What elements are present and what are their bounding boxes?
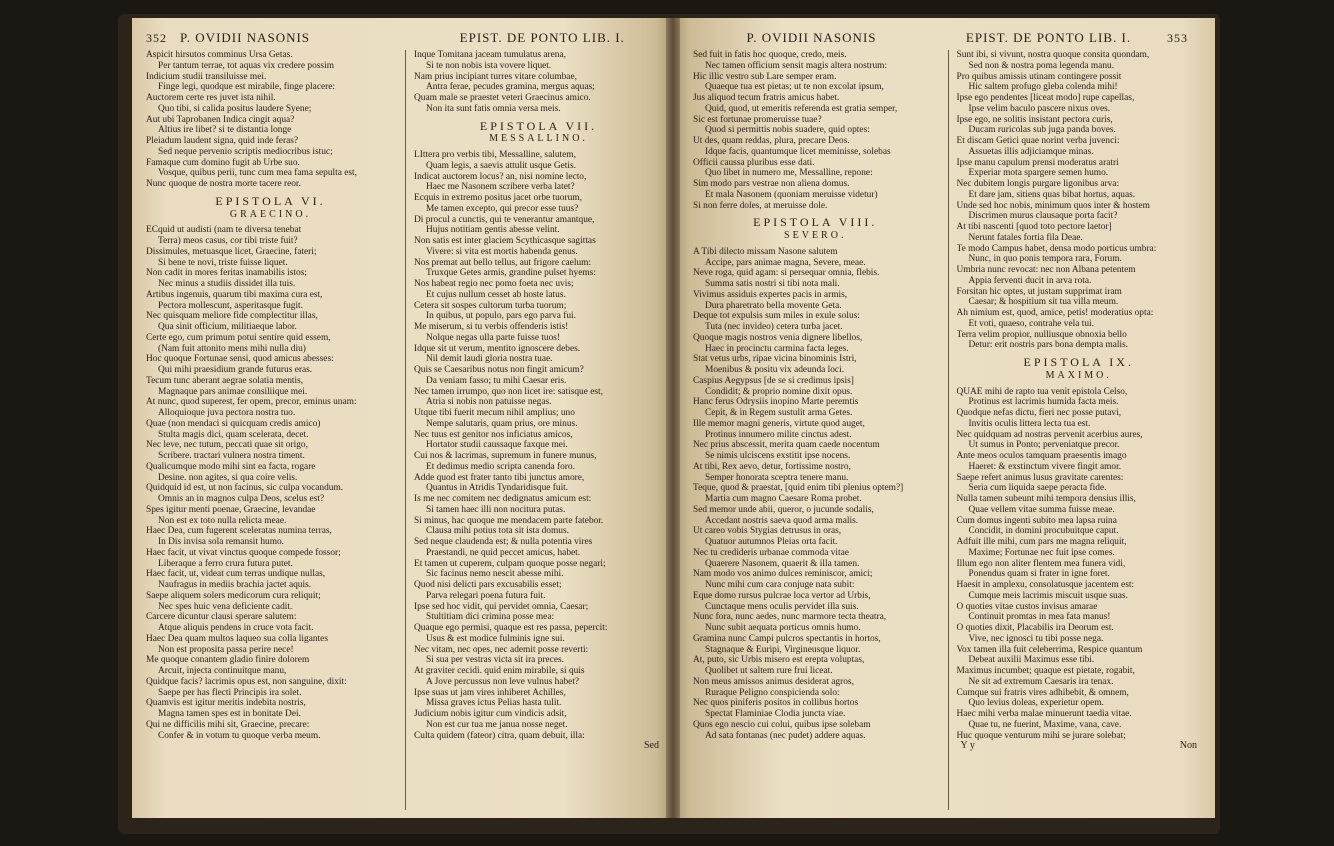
- right-catchword: Non: [1179, 740, 1197, 752]
- left-column-2: [405, 50, 663, 810]
- right-page: [673, 18, 1215, 818]
- verse-line: Si sua per vestras victa sit ira preces.: [426, 655, 564, 666]
- verse-line: Si te non nobis ista vovere liquet.: [426, 60, 552, 71]
- verse-line: Quatuor autumnos Pleias orta facit.: [705, 537, 838, 547]
- verse-line: Neve roga, quid agam: si persequar omnia, flebis.: [693, 268, 880, 279]
- right-col1-lines: [693, 50, 938, 211]
- verse-line: Quamvis est igitur meritis indebita nostris,: [146, 698, 306, 709]
- verse-line: Non satis est inter glaciem Scythicasque sagittas: [414, 236, 596, 246]
- verse-line: Caesar; & hospitium sit tua villa meum.: [968, 297, 1119, 308]
- verse-line: Sed neque pervenio scriptis mediocribus istuc;: [158, 146, 333, 157]
- verse-line: Qua sinit officium, militiaeque labor.: [158, 322, 297, 332]
- verse-line: Et tamen ut cuperem, culpam quoque posse negari;: [414, 558, 606, 569]
- verse-line: Praestandi, ne quid peccet amicus, habet.: [426, 547, 581, 558]
- verse-line: Experiar mota spargere semen humo.: [968, 168, 1109, 179]
- verse-line: Spectat Flaminiae Clodia juncta viae.: [705, 709, 846, 719]
- verse-line: Da veniam fasso; tu mihi Caesar eris.: [426, 375, 567, 386]
- right-page-number: 353: [1167, 31, 1188, 45]
- verse-line: Vivere: si vita est mortis habenda genus.: [426, 246, 578, 257]
- right-column-2: [948, 50, 1202, 810]
- verse-line: (Nam fuit attonito mens mihi nulla diu): [158, 343, 306, 354]
- verse-line: Nec quisquam meliore fide complectitur illas,: [146, 311, 318, 322]
- left-col2-lines: [414, 50, 663, 115]
- verse-line: Et dedimus medio scripta canenda foro.: [426, 461, 575, 472]
- verse-line: Aut ubi Taprobanen Indica cingit aqua?: [146, 114, 295, 125]
- verse-line: Sed non & nostra poma legenda manu.: [968, 60, 1115, 71]
- verse-line: Non est cur tua me janua nosse neget.: [426, 719, 568, 730]
- left-running-head: [146, 30, 663, 50]
- verse-line: Teque, quod & praestat, [quid enim tibi plenius optem?]: [693, 483, 904, 494]
- right-col2b-lines: [957, 387, 1202, 742]
- book-gutter: [666, 18, 680, 818]
- verse-line: Indicium studii transiluisse mei.: [146, 71, 267, 82]
- verse-line: Sed neque claudenda est; & nulla potentia vires: [414, 537, 593, 547]
- verse-line: Dissimules, metuasque licet, Graecine, fateri;: [146, 246, 317, 257]
- verse-line: Non est ex toto nulla relicta meae.: [158, 515, 287, 526]
- verse-line: Adfuit ille mihi, cum pars me magna reliquit,: [956, 537, 1127, 547]
- verse-line: QUAE mihi de rapto tua venit epistola Celso,: [956, 386, 1128, 397]
- verse-line: Is me nec comitem nec dedignatus amicum est:: [414, 494, 592, 504]
- verse-line: Atria si nobis non patuisse negas.: [426, 397, 552, 408]
- verse-line: Haeret: & exstinctum vivere fingit amor.: [968, 461, 1122, 472]
- verse-line: Nec spes huic vena deficiente cadit.: [158, 601, 293, 612]
- verse-line: Ad sata fontanas (nec pudet) addere aquas.: [705, 730, 866, 741]
- verse-line: Auctorem certe res juvet ista nihil.: [146, 93, 276, 103]
- verse-line: Te modo Campus habet, densa modo porticus umbra:: [956, 243, 1157, 254]
- verse-line: Ipse ego pendentes [liceat modo] rupe capellas,: [956, 93, 1135, 103]
- right-footer: [957, 741, 1202, 752]
- verse-line: Quantus in Atridis Tyndaridisque fuit.: [426, 483, 569, 494]
- verse-line: Idque facis, quantumque licet meminisse, solebas: [705, 146, 891, 157]
- verse-line: Et mala Nasonem (quoniam meruisse videtur): [705, 189, 878, 200]
- verse-line: A Jove percussus non leve vulnus habet?: [426, 676, 580, 687]
- verse-line: Nunc subit aequata porticus omnis humo.: [705, 623, 861, 633]
- verse-line: Seria cum liquida saepe peracta fide.: [968, 483, 1107, 494]
- verse-line: Naufragus in mediis brachia jactet aquis.: [158, 580, 312, 590]
- verse-line: At nunc, quod superest, fer opem, precor, eminus unam:: [146, 397, 357, 408]
- verse-line: Ipse sed hoc vidit, qui pervidet omnia, Caesar;: [414, 601, 589, 612]
- verse-line: Si tamen haec illi non nocitura putas.: [426, 504, 566, 515]
- verse-line: Nempe salutaris, quam prius, ore minus.: [426, 418, 578, 429]
- verse-line: Inque Tomitana jaceam tumulatus arena,: [414, 50, 566, 60]
- verse-line: Ipse velim baculo pascere nixus oves.: [968, 103, 1111, 114]
- verse-line: Hujus notitiam gentis abesse velint.: [426, 225, 560, 236]
- verse-line: In quibus, ut populo, pars ego parva fui.: [426, 311, 576, 322]
- epistola-viii-title: EPISTOLA VIII.: [753, 215, 878, 230]
- verse-line: Per tantum terrae, tot aquas vix credere possim: [158, 60, 334, 71]
- epistola-ix-addressee: MAXIMO.: [1045, 369, 1112, 381]
- verse-line: Omnis an in magnos culpa Deos, scelus est?: [158, 494, 325, 504]
- verse-line: Truxque Getes armis, grandine pulset hyems:: [426, 268, 596, 279]
- verse-line: Antra ferae, pecudes gramina, mergus aquas;: [426, 82, 595, 93]
- verse-line: Nunc, in quo ponis tempora rara, Forum.: [968, 254, 1122, 265]
- verse-line: Magna tamen spes est in bonitate Dei.: [158, 709, 301, 719]
- verse-line: Quos ego nescio cui colui, quibus ipse solebam: [693, 719, 871, 730]
- verse-line: Cumque meis lacrimis miscuit usque suas.: [968, 590, 1128, 601]
- verse-line: Me quoque conantem gladio finire dolorem: [146, 655, 310, 666]
- verse-line: Quae tu, ne fuerint, Maxime, vana, cave.: [968, 719, 1122, 730]
- epistola-vii-title: EPISTOLA VII.: [479, 118, 598, 133]
- verse-line: Accedant nostris saeva quod arma malis.: [705, 515, 859, 526]
- verse-line: Quaque ego permisi, quaque est res passa, pepercit:: [414, 623, 608, 633]
- verse-line: Haesit in amplexu, consolatusque jacentem est:: [956, 580, 1135, 590]
- verse-line: Nunc quoque de nostra morte tacere reor.: [146, 179, 301, 189]
- verse-line: A Tibi dilecto missam Nasone salutem: [693, 246, 838, 257]
- verse-line: Caspius Aegypsus [de se si credimus ipsis]: [693, 375, 854, 386]
- verse-line: Quam legis, a saevis attulit usque Getis.: [426, 160, 576, 171]
- verse-line: Et dare jam, sitiens quas bibat hortus, aquas.: [968, 189, 1136, 200]
- verse-line: Non cadit in mores feritas inamabilis istos;: [146, 268, 307, 279]
- verse-line: Nil demit laudi gloria nostra tuae.: [426, 354, 553, 365]
- epistola-vii-addressee: MESSALLINO.: [489, 133, 588, 145]
- verse-line: Cui nos & lacrimas, supremum in funere munus,: [414, 451, 597, 461]
- verse-line: ECquid ut audisti (nam te diversa tenebat: [146, 225, 302, 236]
- verse-line: Saepe per has flecti Principis ira solet.: [158, 687, 302, 698]
- verse-line: Nec dubitem longis purgare ligonibus arva:: [956, 179, 1120, 189]
- verse-line: Ne sit ad extremum Caesaris ira tenax.: [968, 676, 1114, 687]
- verse-line: Haec facit, ut, videat cum terras undique nullas,: [146, 569, 326, 580]
- verse-line: Huc quoque venturum mihi se jurare solebat;: [956, 730, 1126, 741]
- verse-line: Nunc fora, nunc aedes, nunc marmore tecta theatra,: [693, 612, 887, 623]
- verse-line: Arcuit, injecta continuitque manu,: [158, 666, 287, 676]
- verse-line: Terra) meos casus, cor tibi triste fuit?: [158, 236, 298, 246]
- epistola-ix-title: EPISTOLA IX.: [1023, 355, 1134, 369]
- verse-line: Illum ego non aliter flentem mea funera vidi,: [956, 558, 1126, 569]
- verse-line: Magnaque pars animae consiliique mei.: [158, 386, 308, 397]
- verse-line: Judicium nobis igitur cum vindicis adsit,: [414, 709, 567, 719]
- epistola-vi-addressee: GRAECINO.: [229, 208, 312, 220]
- verse-line: Maximus incumbet; quaque est pietate, rogabit,: [956, 666, 1135, 676]
- verse-line: Haec Dea quam multos laqueo sua colla ligantes: [146, 633, 328, 644]
- verse-line: Stulta magis dici, quam scelerata, decet.: [158, 429, 309, 440]
- verse-line: Se nimis ulciscens exstitit ipse nocens.: [705, 451, 851, 461]
- verse-line: Me tamen excepto, qui precor esse tuus?: [426, 203, 579, 214]
- verse-line: Idque sit ut verum, mentito ignoscere debes.: [414, 343, 581, 354]
- verse-line: Quaerere Nasonem, quaerit & illa tamen.: [705, 558, 860, 569]
- verse-line: Summa satis nostri si tibi nota mali.: [705, 279, 840, 289]
- left-page: [132, 18, 673, 818]
- verse-line: Concidit, in domini procubuitque caput.: [968, 526, 1119, 537]
- verse-line: Et cujus nullum cesset ab hoste latus.: [426, 289, 566, 300]
- verse-line: Sed fuit in fatis hoc quoque, credo, meis.: [693, 50, 847, 60]
- verse-line: Dura pharetrato bella movente Geta.: [705, 300, 842, 311]
- verse-line: Ut careo vobis Stygias detrusus in oras,: [693, 526, 842, 537]
- verse-line: In Dis invisa sola remansit humo.: [158, 537, 285, 547]
- verse-line: Sim modo pars vestrae non aliena domus.: [693, 179, 850, 189]
- verse-line: Officii caussa pluribus esse dati.: [693, 157, 815, 168]
- verse-line: Forsitan hic optes, ut justam supprimat iram: [956, 286, 1122, 297]
- verse-line: Quid, quod, ut emeritis referenda est gratia semper,: [705, 103, 898, 114]
- verse-line: Scribere. tractari vulnera nostra timent.: [158, 451, 305, 461]
- verse-line: Nec tamen officium sensit magis altera nostrum:: [705, 60, 888, 71]
- verse-line: Alloquioque juva pectora nostra tuo.: [158, 408, 296, 418]
- verse-line: Utque tibi fuerit mecum nihil amplius; uno: [414, 408, 575, 418]
- right-col1b-lines: [693, 247, 938, 742]
- verse-line: Certe ego, cum primum potui sentire quid essem,: [146, 332, 331, 343]
- verse-line: Ipse manu capulum prensi moderatus aratri: [956, 157, 1119, 168]
- verse-line: Finge legi, quodque est mirabile, finge placere:: [158, 82, 336, 93]
- verse-line: Vivimus assiduis expertes pacis in armis,: [693, 289, 848, 300]
- left-col2b-lines: [414, 150, 663, 741]
- left-footer: [414, 741, 663, 752]
- verse-line: Qui ne difficilis mihi sit, Graecine, precare:: [146, 719, 310, 730]
- left-page-number: 352: [146, 31, 167, 45]
- verse-line: Si minus, hac quoque me mendacem parte fatebor.: [414, 515, 604, 526]
- verse-line: Famaque cum domino fugit ab Urbe suo.: [146, 157, 300, 168]
- verse-line: Cepit, & in Regem sustulit arma Getes.: [705, 408, 853, 418]
- verse-line: Stagnaque & Euripi, Virgineusque liquor.: [705, 644, 861, 655]
- verse-line: Indicat auctorem locus? an, nisi nomine lecto,: [414, 171, 587, 182]
- verse-line: Sunt ibi, si vivunt, nostra quoque consita quondam,: [956, 50, 1150, 60]
- verse-line: Non meus amissos animus desiderat agros,: [693, 676, 854, 687]
- verse-line: Haec me Nasonem scribere verba latet?: [426, 182, 575, 193]
- verse-line: Unde sed hoc nobis, minimum quos inter & hostem: [956, 200, 1150, 211]
- verse-line: Martia cum magno Caesare Roma probet.: [705, 494, 862, 504]
- verse-line: Saepe aliquem solers medicorum cura reliquit;: [146, 590, 321, 601]
- verse-line: Ante meos oculos tamquam praesentis imago: [956, 451, 1127, 461]
- verse-line: Si non ferre doles, at meruisse dole.: [693, 200, 828, 211]
- verse-line: Nec tu credideris urbanae commoda vitae: [693, 547, 849, 558]
- verse-line: Ah nimium est, quod, amice, petis! moderatius opta:: [956, 308, 1154, 318]
- verse-line: Quis se Caesaribus notus non fingit amicum?: [414, 365, 584, 375]
- verse-line: Nam prius incipiant turres vitare columbae,: [414, 71, 577, 82]
- verse-line: Nec quidquam ad nostras pervenit acerbius aures,: [956, 429, 1143, 440]
- verse-line: Tecum tunc aberant aegrae solatia mentis,: [146, 375, 304, 386]
- verse-line: Spes igitur menti poenae, Graecine, levandae: [146, 504, 316, 515]
- verse-line: Gramina nunc Campi pulcros spectantis in hortos,: [693, 633, 881, 644]
- verse-line: Pro quibus amissis utinam contingere possit: [956, 71, 1122, 82]
- verse-line: Confer & in votum tu quoque verba meum.: [158, 730, 321, 741]
- verse-line: Missa graves ictus Pelias hasta tulit.: [426, 698, 562, 709]
- verse-line: Sic est fortunae promeruisse tuae?: [693, 114, 822, 125]
- right-header-author: P. OVIDII NASONIS: [746, 30, 877, 45]
- verse-line: Quidquid id est, ut non facinus, sic culpa vocandum.: [146, 483, 344, 494]
- verse-line: Ipse ego, ne solitis insistant pectora curis,: [956, 114, 1113, 125]
- verse-line: At, puto, sic Urbis misero est erepta voluptas,: [693, 655, 865, 666]
- verse-line: Carcere dicuntur clausi sperare salutem:: [146, 612, 297, 623]
- left-header-work: EPIST. DE PONTO LIB. I.: [459, 30, 625, 45]
- verse-line: O quoties vitae custos invisus amarae: [956, 601, 1098, 612]
- verse-line: Desine. non agites, si qua coire velis.: [158, 472, 298, 483]
- verse-line: Artibus ingenuis, quarum tibi maxima cura est,: [146, 289, 323, 300]
- verse-line: Nec tuus est genitor nos inficiatus amicos,: [414, 429, 573, 440]
- verse-line: Quolibet ut saltem rure frui liceat.: [705, 666, 833, 676]
- verse-line: At tibi nascenti [quod toto pectore laetor]: [956, 222, 1112, 232]
- verse-line: Vosque, quibus perii, tunc cum mea fama sepulta est,: [158, 168, 357, 179]
- verse-line: Clausa mihi potius tota sit ista domus.: [426, 526, 569, 537]
- verse-line: At graviter cecidi. quid enim mirabile, si quis: [414, 666, 585, 676]
- right-col2-lines: [957, 50, 1202, 351]
- left-col1b-lines: [146, 225, 395, 741]
- verse-line: Nunc mihi cum cara conjuge nata subit:: [705, 580, 855, 590]
- verse-line: Protinus est lacrimis humida facta meis.: [968, 397, 1119, 408]
- verse-line: Appia ferventi ducit in arva rota.: [968, 275, 1092, 286]
- verse-line: Ut sumus in Ponto; perveniatque precor.: [968, 440, 1120, 451]
- verse-line: Condidit; & proprio nomine dixit opus.: [705, 386, 853, 397]
- right-running-head: [693, 30, 1201, 50]
- verse-line: Hoc quoque Fortunae sensi, quod amicus abesses:: [146, 354, 334, 365]
- verse-line: Accipe, pars animae magna, Severe, meae.: [705, 257, 866, 268]
- verse-line: Quod si permittis nobis suadere, quid optes:: [705, 125, 870, 136]
- verse-line: Nolque negas ulla parte fuisse tuos!: [426, 332, 561, 343]
- verse-line: Altius ire libet? si te distantia longe: [158, 125, 292, 136]
- verse-line: Saepe refert animus lusus gravitate carentes:: [956, 472, 1124, 483]
- epistola-viii-addressee: SEVERO.: [784, 230, 847, 241]
- verse-line: Nec tamen irrumpo, quo non licet ire: satisque est,: [414, 386, 604, 397]
- verse-line: Vox tamen illa fuit celeberrima, Respice quantum: [956, 644, 1143, 655]
- verse-line: Atque aliquis pendens in cruce vota facit.: [158, 623, 314, 633]
- verse-line: Quo tibi, si calida positus laudere Syene;: [158, 103, 312, 114]
- verse-line: Moenibus & positu vix adeunda loci.: [705, 365, 845, 375]
- verse-line: Quae vellem vitae summa fuisse meae.: [968, 504, 1115, 515]
- verse-line: Parva relegari poena futura fuit.: [426, 590, 546, 601]
- verse-line: Maxime; Fortunae nec fuit ipse comes.: [968, 547, 1115, 558]
- verse-line: Debeat auxilii Maximus esse tibi.: [968, 655, 1095, 666]
- verse-line: Qualicumque modo mihi sint ea facta, rogare: [146, 461, 316, 472]
- verse-line: Protinus innumero milite cinctus adest.: [705, 429, 852, 440]
- verse-line: Stat vetus urbs, ripae vicina binominis Istri,: [693, 354, 857, 365]
- left-column-1: [146, 50, 395, 810]
- signature-mark: Y y: [960, 740, 975, 752]
- verse-line: Sed memor unde abii, queror, o jucunde sodalis,: [693, 504, 874, 515]
- verse-line: Nulla tamen subeunt mihi tempora densius illis,: [956, 494, 1136, 504]
- verse-line: Usus & est modice fulminis igne sui.: [426, 633, 565, 644]
- verse-line: Tuta (nec invideo) cetera turba jacet.: [705, 322, 843, 332]
- verse-line: Hortator studii caussaque faxque mei.: [426, 440, 568, 451]
- verse-line: Nos premat aut bello tellus, aut frigore caelum:: [414, 257, 592, 268]
- verse-line: Nec quos piniferis positos in collibus hortos: [693, 698, 859, 709]
- verse-line: Hic illic vestro sub Lare semper eram.: [693, 71, 837, 82]
- verse-line: Ducam ruricolas sub juga panda boves.: [968, 125, 1116, 136]
- verse-line: Liberaque a ferro crura futura putet.: [158, 558, 293, 569]
- right-header-work: EPIST. DE PONTO LIB. I.: [965, 30, 1132, 45]
- verse-line: Umbria nunc revocat: nec non Albana petentem: [956, 265, 1136, 275]
- verse-line: Culta quidem (fateor) citra, quam debuit, illa:: [414, 730, 585, 741]
- verse-line: Non ita sunt fatis omnia versa meis.: [426, 103, 561, 114]
- verse-line: Haec in procinctu carmina facta leges.: [705, 343, 849, 354]
- verse-line: Ponendus quam si frater in igne foret.: [968, 569, 1110, 580]
- left-header-author: P. OVIDII NASONIS: [180, 30, 311, 45]
- verse-line: Eque domo rursus pulcrae loca vertor ad Urbis,: [693, 590, 871, 601]
- verse-line: Quaeque tua est pietas; ut te non excolat ipsum,: [705, 82, 884, 93]
- verse-line: Et discam Getici quae norint verba juvenci:: [956, 136, 1120, 146]
- verse-line: Semper honorata sceptra tenere manu.: [705, 472, 849, 483]
- verse-line: Haec Dea, cum fugerent sceleratas numina terras,: [146, 526, 332, 537]
- verse-line: Si bene te novi, triste fuisse liquet.: [158, 257, 288, 268]
- verse-line: Sic facinus nemo nescit abesse mihi.: [426, 569, 564, 580]
- verse-line: Di procul a cunctis, qui te venerantur amantque,: [414, 214, 595, 225]
- verse-line: Haec mihi verba malae minuerunt taedia vitae.: [956, 709, 1132, 719]
- verse-line: Continuit promtas in mea fata manus!: [968, 612, 1111, 623]
- verse-line: Pleiadum laudent signa, quid inde feras?: [146, 136, 299, 146]
- verse-line: Quam male se praestet veteri Graecinus amico.: [414, 93, 591, 103]
- verse-line: Nec prius abscessit, merita quam caede nocentum: [693, 440, 880, 451]
- verse-line: Hic saltem profugo gleba colenda mihi!: [968, 82, 1118, 93]
- verse-line: Vive, nec ignosci tu tibi posse nega.: [968, 633, 1104, 644]
- verse-line: Assuetas illis adjiciamque minas.: [968, 146, 1094, 157]
- verse-line: At tibi, Rex aevo, detur, fortissime nostro,: [693, 461, 851, 472]
- right-column-1: [693, 50, 938, 810]
- verse-line: Aspicit hirsutos comminus Ursa Getas.: [146, 50, 293, 60]
- verse-line: Quae (non mendaci si quicquam credis amico): [146, 418, 321, 429]
- verse-line: Quod nisi delicti pars excusabilis esset;: [414, 580, 562, 590]
- verse-line: Me miserum, si tu verbis offenderis istis!: [414, 322, 569, 332]
- verse-line: Ut des, quam reddas, plura, precare Deos.: [693, 136, 850, 146]
- verse-line: Stultitiam dici crimina posse mea:: [426, 612, 555, 623]
- verse-line: O quoties dixit, Placabilis ira Deorum est.: [956, 623, 1114, 633]
- verse-line: Quoque magis nostros venia dignere libellos,: [693, 332, 863, 343]
- verse-line: Discrimen murus clausaque porta facit?: [968, 211, 1118, 222]
- verse-line: Non est proposita passa perire nece!: [158, 644, 294, 655]
- verse-line: Quo levius doleas, experietur opem.: [968, 698, 1104, 709]
- verse-line: Detur: erit nostris pars bona dempta malis.: [968, 340, 1129, 351]
- verse-line: Qui mihi praesidium grande futurus eras.: [158, 365, 313, 375]
- left-col1-lines: [146, 50, 395, 190]
- verse-line: Nec vitam, nec opes, nec ademit posse reverti:: [414, 644, 589, 655]
- verse-line: Cumque sui fratris vires adhibebit, & omnem,: [956, 687, 1129, 698]
- verse-line: Invitis oculis littera lecta tua est.: [968, 418, 1091, 429]
- verse-line: Hanc ferus Odrysiis inopino Marte peremtis: [693, 397, 859, 408]
- verse-line: Cunctaque mens oculis pervidet illa suis.: [705, 601, 859, 612]
- verse-line: Nam modo vos animo dulces reminiscor, amici;: [693, 569, 873, 580]
- verse-line: Deque tot expulsis sum miles in exule solus:: [693, 311, 860, 322]
- verse-line: Ruraque Peligno conspicienda solo:: [705, 687, 840, 698]
- verse-line: Nec minus a studiis dissidet illa tuis.: [158, 279, 296, 289]
- verse-line: Et voti, quaeso, contrahe vela tui.: [968, 318, 1094, 329]
- verse-line: Ipse suas ut jam vires inhiberet Achilles,: [414, 687, 566, 698]
- verse-line: Nos habeat regio nec pomo foeta nec uvis;: [414, 279, 574, 289]
- verse-line: Quidque facis? lacrimis opus est, non sanguine, dixit:: [146, 676, 347, 687]
- verse-line: Nerunt fatales fortia fila Deae.: [968, 232, 1083, 243]
- verse-line: Haec facit, ut vivat vinctus quoque compede fossor;: [146, 547, 341, 558]
- verse-line: Terra velim propior, nulliusque obnoxia bello: [956, 329, 1127, 340]
- left-catchword: Sed: [644, 740, 659, 752]
- epistola-vi-title: EPISTOLA VI.: [215, 193, 326, 208]
- verse-line: Nec leve, nec tutum, peccati quae sit origo,: [146, 440, 308, 451]
- verse-line: Ecquis in extremo positus jacet orbe tuorum,: [414, 193, 582, 203]
- verse-line: Jus aliquod tecum fratris amicus habet.: [693, 93, 840, 103]
- verse-line: LIttera pro verbis tibi, Messalline, salutem,: [414, 150, 576, 160]
- verse-line: Quo libet in numero me, Messalline, repone:: [705, 168, 873, 179]
- verse-line: Adde quod est frater tanto tibi junctus amore,: [414, 472, 585, 483]
- verse-line: Ille memor magni generis, virtute quod auget,: [693, 418, 865, 429]
- verse-line: Pectora mollescunt, asperitasque fugit.: [158, 300, 304, 311]
- verse-line: Cetera sit sospes cultorum turba tuorum;: [414, 300, 567, 311]
- verse-line: Cum domus ingenti subito mea lapsa ruina: [956, 515, 1117, 526]
- verse-line: Quodque nefas dictu, fieri nec posse putavi,: [956, 408, 1122, 418]
